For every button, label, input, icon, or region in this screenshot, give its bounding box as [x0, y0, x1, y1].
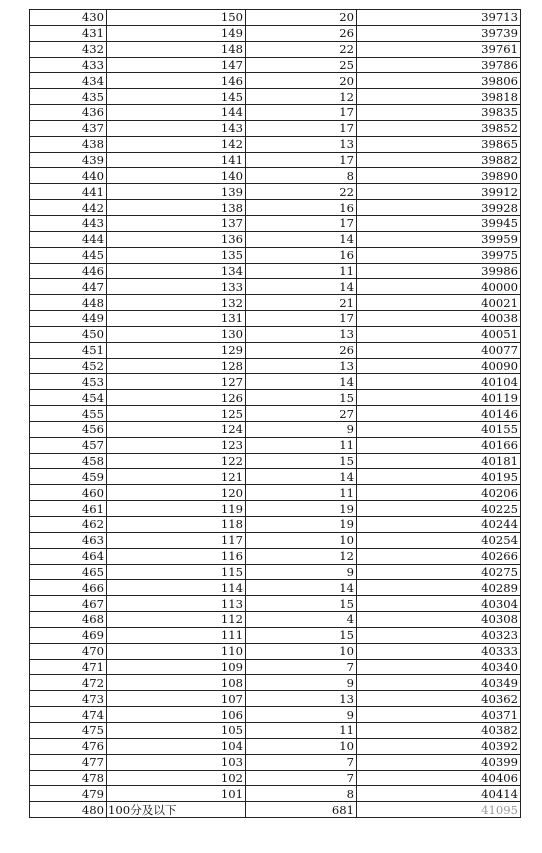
table-row — [30, 532, 521, 548]
score-cell: 107 — [107, 691, 246, 707]
score-cell: 149 — [107, 25, 246, 41]
cumulative-cell: 39713 — [357, 10, 521, 26]
table-row — [30, 517, 521, 533]
cumulative-cell: 40340 — [357, 659, 521, 675]
count-cell: 19 — [246, 501, 357, 517]
rank-cell: 469 — [30, 627, 107, 643]
count-cell: 13 — [246, 136, 357, 152]
score-cell: 139 — [107, 184, 246, 200]
table-row — [30, 738, 521, 754]
count-cell: 26 — [246, 342, 357, 358]
count-cell: 17 — [246, 120, 357, 136]
table-row — [30, 406, 521, 422]
count-cell: 16 — [246, 200, 357, 216]
cumulative-cell: 40038 — [357, 311, 521, 327]
table-row — [30, 627, 521, 643]
table-row — [30, 168, 521, 184]
rank-cell: 436 — [30, 105, 107, 121]
rank-cell: 464 — [30, 548, 107, 564]
cumulative-cell: 40414 — [357, 786, 521, 802]
rank-cell: 471 — [30, 659, 107, 675]
count-cell: 4 — [246, 612, 357, 628]
rank-cell: 460 — [30, 485, 107, 501]
count-cell: 9 — [246, 707, 357, 723]
count-cell: 14 — [246, 231, 357, 247]
score-cell: 142 — [107, 136, 246, 152]
rank-cell: 456 — [30, 421, 107, 437]
cumulative-cell: 39786 — [357, 57, 521, 73]
table-row — [30, 41, 521, 57]
rank-cell: 444 — [30, 231, 107, 247]
cumulative-cell: 40304 — [357, 596, 521, 612]
cumulative-cell: 39986 — [357, 263, 521, 279]
rank-cell: 461 — [30, 501, 107, 517]
count-cell: 7 — [246, 770, 357, 786]
table-row — [30, 612, 521, 628]
table-row — [30, 691, 521, 707]
count-cell: 12 — [246, 548, 357, 564]
count-cell: 8 — [246, 168, 357, 184]
table-row — [30, 501, 521, 517]
table-row — [30, 485, 521, 501]
count-cell: 7 — [246, 659, 357, 675]
count-cell: 13 — [246, 326, 357, 342]
count-cell: 21 — [246, 295, 357, 311]
rank-cell: 470 — [30, 643, 107, 659]
cumulative-cell: 40392 — [357, 738, 521, 754]
rank-cell: 437 — [30, 120, 107, 136]
score-cell: 126 — [107, 390, 246, 406]
count-cell: 17 — [246, 152, 357, 168]
rank-cell: 478 — [30, 770, 107, 786]
rank-cell: 476 — [30, 738, 107, 754]
score-cell: 105 — [107, 722, 246, 738]
cumulative-cell: 40254 — [357, 532, 521, 548]
rank-cell: 446 — [30, 263, 107, 279]
score-cell: 104 — [107, 738, 246, 754]
cumulative-cell: 40090 — [357, 358, 521, 374]
table-row — [30, 152, 521, 168]
score-cell: 127 — [107, 374, 246, 390]
table-row — [30, 73, 521, 89]
table-row — [30, 564, 521, 580]
cumulative-cell: 39959 — [357, 231, 521, 247]
score-cell: 129 — [107, 342, 246, 358]
table-row — [30, 596, 521, 612]
rank-cell: 434 — [30, 73, 107, 89]
table-row — [30, 120, 521, 136]
rank-cell: 472 — [30, 675, 107, 691]
table-row — [30, 326, 521, 342]
table-row — [30, 358, 521, 374]
rank-cell: 451 — [30, 342, 107, 358]
count-cell: 22 — [246, 184, 357, 200]
rank-cell: 449 — [30, 311, 107, 327]
cumulative-cell: 39818 — [357, 89, 521, 105]
cumulative-cell: 40155 — [357, 421, 521, 437]
cumulative-cell: 40275 — [357, 564, 521, 580]
table-row — [30, 136, 521, 152]
cumulative-cell: 39890 — [357, 168, 521, 184]
score-cell: 130 — [107, 326, 246, 342]
score-cell: 136 — [107, 231, 246, 247]
cumulative-cell: 40146 — [357, 406, 521, 422]
table-row — [30, 105, 521, 121]
score-cell: 145 — [107, 89, 246, 105]
rank-cell: 458 — [30, 453, 107, 469]
cumulative-cell: 40323 — [357, 627, 521, 643]
rank-cell: 474 — [30, 707, 107, 723]
count-cell: 14 — [246, 469, 357, 485]
count-cell: 10 — [246, 643, 357, 659]
table-row-last — [30, 802, 521, 818]
rank-cell: 453 — [30, 374, 107, 390]
score-cell: 116 — [107, 548, 246, 564]
table-row — [30, 231, 521, 247]
table-row — [30, 342, 521, 358]
score-cell: 132 — [107, 295, 246, 311]
rank-cell: 438 — [30, 136, 107, 152]
table-row — [30, 374, 521, 390]
count-cell: 13 — [246, 691, 357, 707]
score-cell: 138 — [107, 200, 246, 216]
cumulative-cell: 39852 — [357, 120, 521, 136]
cumulative-cell: 40371 — [357, 707, 521, 723]
score-cell: 133 — [107, 279, 246, 295]
rank-cell: 448 — [30, 295, 107, 311]
count-cell: 14 — [246, 580, 357, 596]
score-cell: 123 — [107, 437, 246, 453]
count-cell: 20 — [246, 73, 357, 89]
rank-cell: 480 — [30, 802, 107, 818]
cumulative-cell: 40225 — [357, 501, 521, 517]
table-row — [30, 786, 521, 802]
rank-cell: 441 — [30, 184, 107, 200]
cumulative-cell: 40266 — [357, 548, 521, 564]
count-cell: 15 — [246, 390, 357, 406]
cumulative-cell: 39945 — [357, 215, 521, 231]
count-cell: 19 — [246, 517, 357, 533]
rank-cell: 445 — [30, 247, 107, 263]
rank-cell: 468 — [30, 612, 107, 628]
cumulative-cell: 40195 — [357, 469, 521, 485]
rank-cell: 479 — [30, 786, 107, 802]
count-cell: 15 — [246, 596, 357, 612]
rank-cell: 440 — [30, 168, 107, 184]
score-cell: 117 — [107, 532, 246, 548]
table-body — [30, 10, 521, 818]
count-cell: 15 — [246, 453, 357, 469]
score-cell: 122 — [107, 453, 246, 469]
cumulative-cell: 40406 — [357, 770, 521, 786]
count-cell: 9 — [246, 421, 357, 437]
score-cell: 143 — [107, 120, 246, 136]
table-row — [30, 263, 521, 279]
rank-cell: 435 — [30, 89, 107, 105]
score-cell: 112 — [107, 612, 246, 628]
table-row — [30, 295, 521, 311]
score-cell: 118 — [107, 517, 246, 533]
rank-cell: 477 — [30, 754, 107, 770]
table-row — [30, 200, 521, 216]
rank-cell: 462 — [30, 517, 107, 533]
count-cell: 15 — [246, 627, 357, 643]
score-cell: 125 — [107, 406, 246, 422]
cumulative-cell: 40333 — [357, 643, 521, 659]
cumulative-cell: 39882 — [357, 152, 521, 168]
cumulative-cell: 40362 — [357, 691, 521, 707]
cumulative-cell: 40000 — [357, 279, 521, 295]
score-cell: 137 — [107, 215, 246, 231]
cumulative-cell: 40166 — [357, 437, 521, 453]
table-row — [30, 25, 521, 41]
rank-cell: 455 — [30, 406, 107, 422]
count-cell: 26 — [246, 25, 357, 41]
count-cell: 20 — [246, 10, 357, 26]
table-row — [30, 770, 521, 786]
table-row — [30, 279, 521, 295]
cumulative-cell: 40206 — [357, 485, 521, 501]
score-cell: 140 — [107, 168, 246, 184]
rank-cell: 439 — [30, 152, 107, 168]
table-row — [30, 707, 521, 723]
rank-cell: 443 — [30, 215, 107, 231]
cumulative-cell: 39912 — [357, 184, 521, 200]
count-cell: 11 — [246, 437, 357, 453]
table-row — [30, 675, 521, 691]
cumulative-cell: 40051 — [357, 326, 521, 342]
count-cell: 17 — [246, 311, 357, 327]
score-cell: 141 — [107, 152, 246, 168]
cumulative-cell: 40289 — [357, 580, 521, 596]
rank-cell: 466 — [30, 580, 107, 596]
table-row — [30, 10, 521, 26]
score-cell: 124 — [107, 421, 246, 437]
count-cell: 17 — [246, 105, 357, 121]
cumulative-cell: 40308 — [357, 612, 521, 628]
table-row — [30, 580, 521, 596]
count-cell: 11 — [246, 722, 357, 738]
cumulative-cell: 40349 — [357, 675, 521, 691]
count-cell: 681 — [246, 802, 357, 818]
score-cell: 113 — [107, 596, 246, 612]
rank-cell: 433 — [30, 57, 107, 73]
cumulative-cell: 39739 — [357, 25, 521, 41]
rank-cell: 450 — [30, 326, 107, 342]
count-cell: 10 — [246, 532, 357, 548]
cumulative-cell: 40244 — [357, 517, 521, 533]
cumulative-cell: 40119 — [357, 390, 521, 406]
table-row — [30, 57, 521, 73]
score-cell: 108 — [107, 675, 246, 691]
count-cell: 10 — [246, 738, 357, 754]
rank-cell: 454 — [30, 390, 107, 406]
rank-cell: 442 — [30, 200, 107, 216]
table-row — [30, 643, 521, 659]
table-row — [30, 754, 521, 770]
count-cell: 7 — [246, 754, 357, 770]
count-cell: 11 — [246, 263, 357, 279]
score-cell: 119 — [107, 501, 246, 517]
table-row — [30, 184, 521, 200]
score-cell: 114 — [107, 580, 246, 596]
cumulative-cell: 40021 — [357, 295, 521, 311]
count-cell: 13 — [246, 358, 357, 374]
rank-cell: 452 — [30, 358, 107, 374]
cumulative-cell: 39865 — [357, 136, 521, 152]
cumulative-cell: 39975 — [357, 247, 521, 263]
score-cell: 101 — [107, 786, 246, 802]
table-row — [30, 215, 521, 231]
score-cell: 147 — [107, 57, 246, 73]
rank-cell: 463 — [30, 532, 107, 548]
rank-cell: 430 — [30, 10, 107, 26]
cumulative-cell: 39761 — [357, 41, 521, 57]
cumulative-cell: 41095 — [357, 802, 521, 818]
table-row — [30, 722, 521, 738]
score-cell: 120 — [107, 485, 246, 501]
rank-cell: 447 — [30, 279, 107, 295]
count-cell: 9 — [246, 564, 357, 580]
rank-cell: 473 — [30, 691, 107, 707]
count-cell: 14 — [246, 374, 357, 390]
rank-cell: 475 — [30, 722, 107, 738]
cumulative-cell: 40077 — [357, 342, 521, 358]
score-cell: 150 — [107, 10, 246, 26]
score-cell: 111 — [107, 627, 246, 643]
table-row — [30, 247, 521, 263]
cumulative-cell: 40181 — [357, 453, 521, 469]
table-row — [30, 390, 521, 406]
score-cell: 131 — [107, 311, 246, 327]
count-cell: 17 — [246, 215, 357, 231]
rank-cell: 457 — [30, 437, 107, 453]
count-cell: 12 — [246, 89, 357, 105]
score-cell: 144 — [107, 105, 246, 121]
table-row — [30, 311, 521, 327]
count-cell: 25 — [246, 57, 357, 73]
count-cell: 22 — [246, 41, 357, 57]
rank-cell: 467 — [30, 596, 107, 612]
table-row — [30, 421, 521, 437]
rank-cell: 431 — [30, 25, 107, 41]
table-row — [30, 453, 521, 469]
rank-cell: 465 — [30, 564, 107, 580]
score-distribution-table — [29, 9, 521, 818]
score-cell: 148 — [107, 41, 246, 57]
cumulative-cell: 39928 — [357, 200, 521, 216]
cumulative-cell: 40104 — [357, 374, 521, 390]
score-cell: 134 — [107, 263, 246, 279]
table-row — [30, 548, 521, 564]
score-cell: 146 — [107, 73, 246, 89]
table-row — [30, 437, 521, 453]
score-cell: 135 — [107, 247, 246, 263]
score-cell: 103 — [107, 754, 246, 770]
score-cell: 109 — [107, 659, 246, 675]
score-label-cell: 100分及以下 — [107, 802, 246, 818]
table-row — [30, 659, 521, 675]
count-cell: 8 — [246, 786, 357, 802]
count-cell: 11 — [246, 485, 357, 501]
cumulative-cell: 40382 — [357, 722, 521, 738]
score-cell: 121 — [107, 469, 246, 485]
cumulative-cell: 39806 — [357, 73, 521, 89]
cumulative-cell: 40399 — [357, 754, 521, 770]
score-cell: 110 — [107, 643, 246, 659]
score-cell: 106 — [107, 707, 246, 723]
count-cell: 14 — [246, 279, 357, 295]
rank-cell: 459 — [30, 469, 107, 485]
score-cell: 115 — [107, 564, 246, 580]
count-cell: 27 — [246, 406, 357, 422]
score-cell: 128 — [107, 358, 246, 374]
table-row — [30, 89, 521, 105]
rank-cell: 432 — [30, 41, 107, 57]
cumulative-cell: 39835 — [357, 105, 521, 121]
score-cell: 102 — [107, 770, 246, 786]
count-cell: 16 — [246, 247, 357, 263]
table-row — [30, 469, 521, 485]
count-cell: 9 — [246, 675, 357, 691]
